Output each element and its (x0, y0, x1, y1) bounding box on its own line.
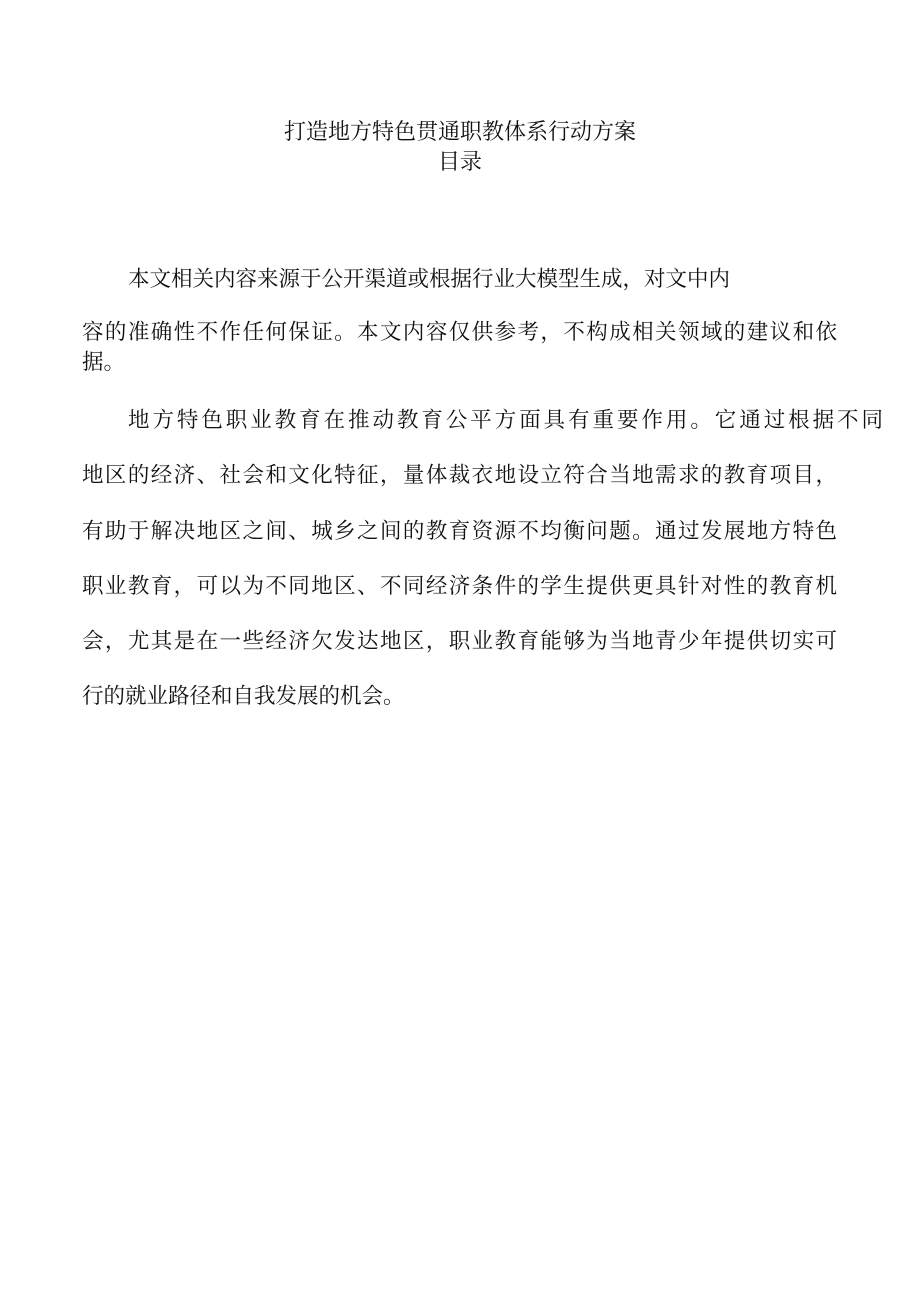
disclaimer-line: 容的准确性不作任何保证。本文内容仅供参考，不构成相关领域的建议和依 (82, 320, 837, 345)
body-paragraph (82, 403, 883, 709)
disclaimer-line: 据。 (82, 350, 126, 375)
disclaimer-line: 本文相关内容来源于公开渠道或根据行业大模型生成，对文中内 (128, 267, 731, 292)
body-line: 行的就业路径和自我发展的机会。 (82, 684, 405, 709)
title-block (0, 118, 920, 178)
body-line: 地区的经济、社会和文化特征，量体裁衣地设立符合当地需求的教育项目， (82, 463, 837, 488)
document-title: 打造地方特色贯通职教体系行动方案 (283, 120, 636, 145)
body-line: 职业教育，可以为不同地区、不同经济条件的学生提供更具针对性的教育机 (82, 574, 837, 599)
body-line: 会，尤其是在一些经济欠发达地区，职业教育能够为当地青少年提供切实可 (82, 629, 837, 654)
toc-heading: 目录 (437, 150, 482, 175)
body-line: 地方特色职业教育在推动教育公平方面具有重要作用。它通过根据不同 (128, 408, 883, 433)
body-line: 有助于解决地区之间、城乡之间的教育资源不均衡问题。通过发展地方特色 (82, 519, 837, 544)
disclaimer-paragraph (82, 262, 837, 382)
